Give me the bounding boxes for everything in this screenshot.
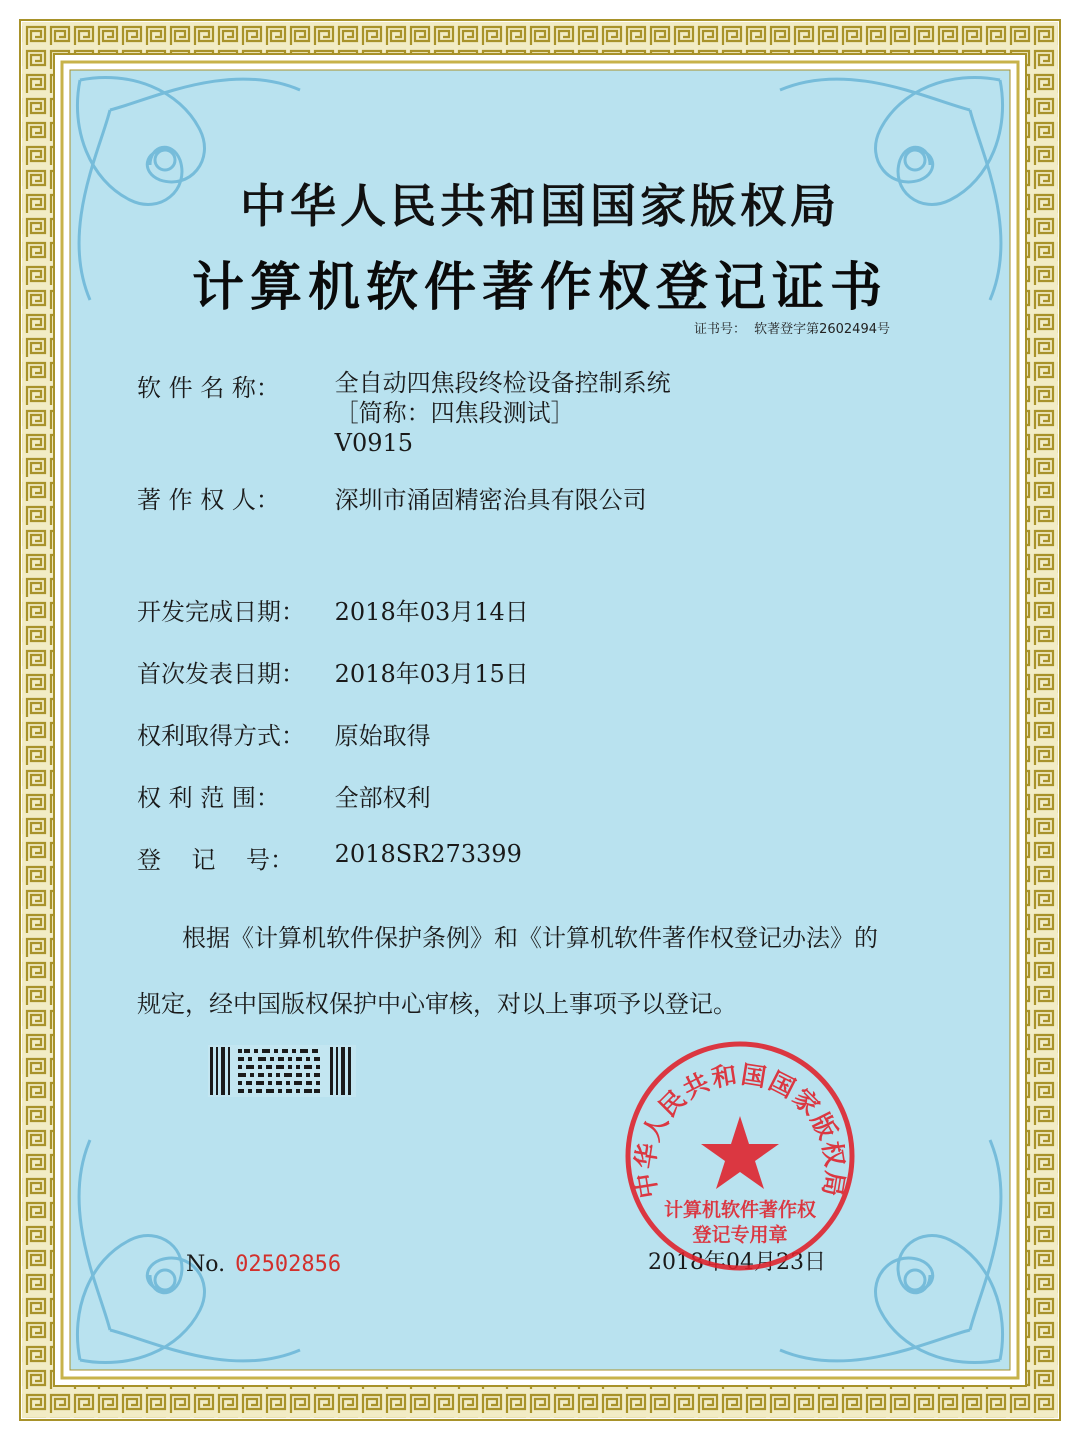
field-label: 权 利 范 围： xyxy=(137,784,280,812)
star-icon xyxy=(701,1116,779,1189)
certificate-number xyxy=(690,318,890,337)
field-completion-date xyxy=(137,592,529,627)
certificate-number-label: 证书号： xyxy=(693,322,746,337)
field-label: 登 记 号： xyxy=(137,846,295,874)
field-label: 首次发表日期： xyxy=(137,660,305,688)
field-value: 全部权利 xyxy=(334,784,431,812)
field-label: 软 件 名 称： xyxy=(137,374,280,402)
field-copyright-owner xyxy=(137,480,647,515)
certificate-number-value: 软著登字第2602494号 xyxy=(754,322,890,337)
field-label: 开发完成日期： xyxy=(137,598,305,626)
issue-date: 2018年04月23日 xyxy=(648,1250,826,1275)
seal-arc-text: 中华人民共和国国家版权局 xyxy=(630,1059,850,1201)
field-acquisition-method xyxy=(137,716,431,751)
field-value xyxy=(335,368,671,458)
field-value: 2018年03月15日 xyxy=(334,660,529,688)
field-value: 2018SR273399 xyxy=(334,840,522,868)
field-software-name xyxy=(137,368,671,458)
field-rights-scope xyxy=(137,778,431,813)
barcode-graphic xyxy=(208,1045,356,1097)
statement-line-1: 根据《计算机软件保护条例》和《计算机软件著作权登记办法》的 xyxy=(182,924,878,952)
serial-number xyxy=(186,1252,341,1277)
official-seal xyxy=(622,1038,858,1274)
field-registration-number xyxy=(137,840,522,875)
software-name-line: 全自动四焦段终检设备控制系统 xyxy=(334,369,671,397)
software-version-line: V0915 xyxy=(334,429,414,457)
field-value: 原始取得 xyxy=(334,722,431,750)
field-first-publish-date xyxy=(137,654,529,689)
certificate-title: 计算机软件著作权登记证书 xyxy=(191,258,888,318)
field-value: 2018年03月14日 xyxy=(334,598,529,626)
seal-line-1: 计算机软件著作权 xyxy=(663,1199,817,1221)
seal-line-2: 登记专用章 xyxy=(692,1224,788,1246)
statement-line-2: 规定，经中国版权保护中心审核，对以上事项予以登记。 xyxy=(137,990,737,1018)
field-label: 权利取得方式： xyxy=(137,722,305,750)
field-label: 著 作 权 人： xyxy=(137,486,280,514)
software-short-name-line: ［简称：四焦段测试］ xyxy=(334,399,575,427)
field-value: 深圳市涌固精密治具有限公司 xyxy=(334,486,647,514)
issuing-authority-title: 中华人民共和国国家版权局 xyxy=(240,179,840,233)
serial-number-value: 02502856 xyxy=(235,1252,342,1277)
serial-number-label: No. xyxy=(186,1252,226,1277)
